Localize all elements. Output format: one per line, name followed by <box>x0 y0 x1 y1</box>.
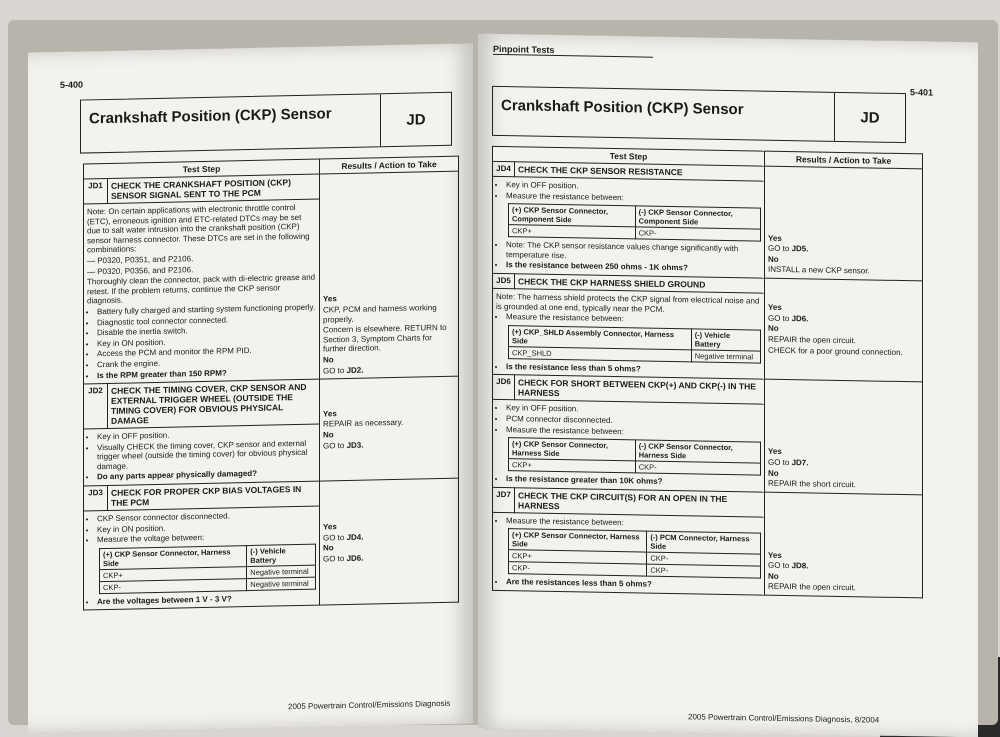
result-text: REPAIR as necessary. <box>323 418 404 429</box>
yes-label: Yes <box>768 447 782 457</box>
step-id: JD7 <box>493 487 515 512</box>
measure-cell: CKP+ <box>509 459 636 473</box>
step-result <box>320 376 459 481</box>
measurement-table <box>99 543 316 594</box>
measure-cell: CKP- <box>635 461 760 475</box>
no-label: No <box>768 468 779 478</box>
result-text: INSTALL a new CKP sensor. <box>768 265 870 276</box>
note-text: • Note: The CKP sensor resistance values change significantly with temperature rise. <box>506 240 761 264</box>
bullet: • Measure the resistance between: <box>506 516 761 530</box>
result-text: Concern is elsewhere. RETURN to Section 3, Symptom Charts for further direction. <box>323 323 447 354</box>
bullet: • Key in ON position. <box>97 334 316 348</box>
no-label: No <box>768 254 779 264</box>
measure-header: (-) CKP Sensor Connector, Harness Side <box>635 440 760 463</box>
step-body <box>493 512 765 595</box>
bullet: • Key in OFF position. <box>506 180 761 194</box>
yes-label: Yes <box>323 294 337 304</box>
bullet: • Measure the voltage between: <box>97 531 316 545</box>
bullet: • Measure the resistance between: <box>506 191 761 205</box>
no-label: No <box>768 571 779 581</box>
measure-cell: Negative terminal <box>691 350 760 363</box>
step-result <box>765 492 923 598</box>
measurement-table <box>508 203 761 241</box>
no-label: No <box>323 543 334 553</box>
col-test-step: Test Step <box>493 146 765 166</box>
measure-header: (-) Vehicle Battery <box>691 329 760 351</box>
left-page <box>28 43 473 732</box>
step-id: JD5 <box>493 273 515 288</box>
step-result <box>320 171 459 379</box>
page-footer: 2005 Powertrain Control/Emissions Diagnosis <box>288 698 451 712</box>
measurement-table <box>508 325 761 363</box>
bullet: • Key in ON position. <box>97 520 316 534</box>
measure-header: (+) CKP Sensor Connector, Harness Side <box>100 545 247 569</box>
combo-text: — P0320, P0351, and P2106. <box>87 254 194 266</box>
manual-book <box>8 20 998 725</box>
goto-link[interactable]: JD6. <box>791 313 809 324</box>
result-text: REPAIR the open circuit. <box>768 582 856 593</box>
yes-label: Yes <box>323 522 337 532</box>
col-test-step: Test Step <box>84 159 320 179</box>
bullet: • PCM connector disconnected. <box>506 414 761 428</box>
question: • Is the resistance between 250 ohms - 1K ohms? <box>506 260 761 274</box>
step-body <box>493 400 765 492</box>
title-box <box>492 86 906 143</box>
step-result <box>765 166 923 281</box>
step-title: CHECK FOR PROPER CKP BIAS VOLTAGES IN THE PCM <box>108 481 320 510</box>
measure-cell: Negative terminal <box>247 577 316 590</box>
bullet: • Visually CHECK the timing cover, CKP sensor and external trigger wheel (outside the timing cover) for obvious physical damage. <box>97 438 316 471</box>
measurement-table <box>508 437 761 475</box>
step-title: CHECK THE CRANKSHAFT POSITION (CKP) SENSOR SIGNAL SENT TO THE PCM <box>108 174 320 203</box>
test-table <box>83 156 459 611</box>
step-id: JD3 <box>84 486 108 512</box>
step-id: JD1 <box>84 178 108 204</box>
result-text: REPAIR the short circuit. <box>768 478 856 490</box>
goto-link[interactable]: JD2. <box>346 365 364 375</box>
measure-cell: CKP+ <box>100 566 247 581</box>
page-title: Crankshaft Position (CKP) Sensor <box>89 105 332 128</box>
goto-link[interactable]: JD3. <box>346 440 364 450</box>
col-results: Results / Action to Take <box>320 156 459 174</box>
goto-link[interactable]: JD5. <box>791 244 809 254</box>
bullet: • Crank the engine. <box>97 356 316 370</box>
yes-label: Yes <box>768 302 782 313</box>
measure-cell: CKP- <box>509 562 647 576</box>
measure-header: (+) CKP_SHLD Assembly Connector, Harness Side <box>509 325 692 349</box>
no-label: No <box>323 430 334 440</box>
note-text: Note: The harness shield protects the CKP signal from electrical noise and is grounded at one end, typically near the PCM. <box>496 291 760 314</box>
result-text: GO to <box>323 440 347 451</box>
bullet: • Disable the inertia switch. <box>97 324 316 338</box>
yes-label: Yes <box>323 409 337 419</box>
note-text: Note: On certain applications with electronic throttle control (ETC), erroneous ignition and ETC-related DTCs may be set due to salt water intrusion into the crankshaft position (CKP) sensor harness connector. These DTCs are set in the following combinations: <box>87 203 310 255</box>
step-title: CHECK THE TIMING COVER, CKP SENSOR AND EXTERNAL TRIGGER WHEEL (OUTSIDE THE TIMING COVER) FOR OBVIOUS PHYSICAL DAMAGE <box>108 379 320 428</box>
result-text: GO to <box>323 553 347 564</box>
test-table <box>492 146 923 598</box>
yes-label: Yes <box>768 233 782 243</box>
step-body <box>84 424 320 486</box>
no-label: No <box>768 324 779 334</box>
result-text: REPAIR the open circuit. <box>768 334 856 346</box>
step-id: JD2 <box>84 384 108 430</box>
step-result <box>320 478 459 605</box>
bullet: • Diagnostic tool connector connected. <box>97 313 316 327</box>
measure-header: (-) PCM Connector, Harness Side <box>647 531 761 554</box>
measure-cell: CKP- <box>100 578 247 593</box>
result-text: GO to <box>768 457 792 468</box>
step-result <box>765 379 923 494</box>
goto-link[interactable]: JD6. <box>346 553 364 563</box>
question: • Is the RPM greater than 150 RPM? <box>97 366 316 380</box>
measure-cell: Negative terminal <box>247 565 316 578</box>
no-label: No <box>323 355 334 365</box>
bullet: • Battery fully charged and starting system functioning properly. <box>97 303 316 317</box>
measure-header: (+) CKP Sensor Connector, Harness Side <box>509 438 636 461</box>
right-page <box>478 34 978 737</box>
page-title: Crankshaft Position (CKP) Sensor <box>501 97 744 119</box>
result-text: GO to <box>768 313 792 323</box>
bullet: • CKP Sensor connector disconnected. <box>97 510 316 524</box>
result-text: GO to <box>323 365 347 375</box>
bullet: • Key in OFF position. <box>506 403 761 417</box>
step-body <box>84 199 320 384</box>
measure-cell: CKP+ <box>509 550 647 564</box>
measure-cell: CKP_SHLD <box>509 346 692 361</box>
step-title: CHECK THE CKP HARNESS SHIELD GROUND <box>515 274 765 293</box>
bullet: • Access the PCM and monitor the RPM PID. <box>97 345 316 359</box>
title-box <box>80 92 452 154</box>
measure-header: (-) Vehicle Battery <box>247 544 316 566</box>
result-text: GO to <box>768 560 792 571</box>
measure-cell: CKP- <box>647 552 761 566</box>
measure-cell: CKP- <box>635 227 760 241</box>
section-header: Pinpoint Tests <box>493 44 653 58</box>
step-title: CHECK THE CKP CIRCUIT(S) FOR AN OPEN IN THE HARNESS <box>515 487 765 516</box>
combo-text: — P0320, P0356, and P2106. <box>87 264 194 276</box>
result-text: CHECK for a poor ground connection. <box>768 345 903 357</box>
question: • Are the resistances less than 5 ohms? <box>506 577 761 591</box>
bullet: • Measure the resistance between: <box>506 425 761 439</box>
page-number: 5-401 <box>910 87 934 98</box>
page-footer: 2005 Powertrain Control/Emissions Diagnosis, 8/2004 <box>688 712 880 725</box>
result-text: CKP, PCM and harness working properly. <box>323 303 437 325</box>
step-title: CHECK FOR SHORT BETWEEN CKP(+) AND CKP(-) IN THE HARNESS <box>515 375 765 404</box>
col-results: Results / Action to Take <box>765 151 923 169</box>
step-body <box>493 288 765 379</box>
test-code: JD <box>380 93 451 146</box>
result-text: GO to <box>768 243 792 254</box>
measure-cell: CKP+ <box>509 225 636 239</box>
question: • Is the resistance less than 5 ohms? <box>506 362 761 376</box>
para-text: Thoroughly clean the connector, pack with di-electric grease and retest. If the problem returns, continue the CKP sensor diagnosis. <box>87 272 316 306</box>
bullet: • Measure the resistance between: <box>506 312 761 326</box>
bullet: • Key in OFF position. <box>97 428 316 442</box>
step-body <box>493 176 765 278</box>
step-id: JD6 <box>493 375 515 400</box>
result-text: GO to <box>323 532 347 543</box>
step-title: CHECK THE CKP SENSOR RESISTANCE <box>515 162 765 181</box>
goto-link[interactable]: JD4. <box>346 532 364 542</box>
measure-header: (+) CKP Sensor Connector, Harness Side <box>509 529 647 552</box>
measure-header: (-) CKP Sensor Connector, Component Side <box>635 206 760 229</box>
yes-label: Yes <box>768 550 782 560</box>
question: • Is the resistance greater than 10K ohms? <box>506 474 761 488</box>
step-body <box>84 506 320 610</box>
measurement-table <box>508 528 761 578</box>
test-code: JD <box>834 93 905 142</box>
page-number: 5-400 <box>60 79 84 90</box>
measure-cell: CKP- <box>647 564 761 578</box>
step-id: JD4 <box>493 161 515 176</box>
question: • Do any parts appear physically damaged? <box>97 468 316 482</box>
goto-link[interactable]: JD8. <box>791 561 809 571</box>
question: • Are the voltages between 1 V - 3 V? <box>97 592 316 606</box>
goto-link[interactable]: JD7. <box>791 458 809 468</box>
measure-header: (+) CKP Sensor Connector, Component Side <box>509 204 636 227</box>
step-result <box>765 278 923 382</box>
